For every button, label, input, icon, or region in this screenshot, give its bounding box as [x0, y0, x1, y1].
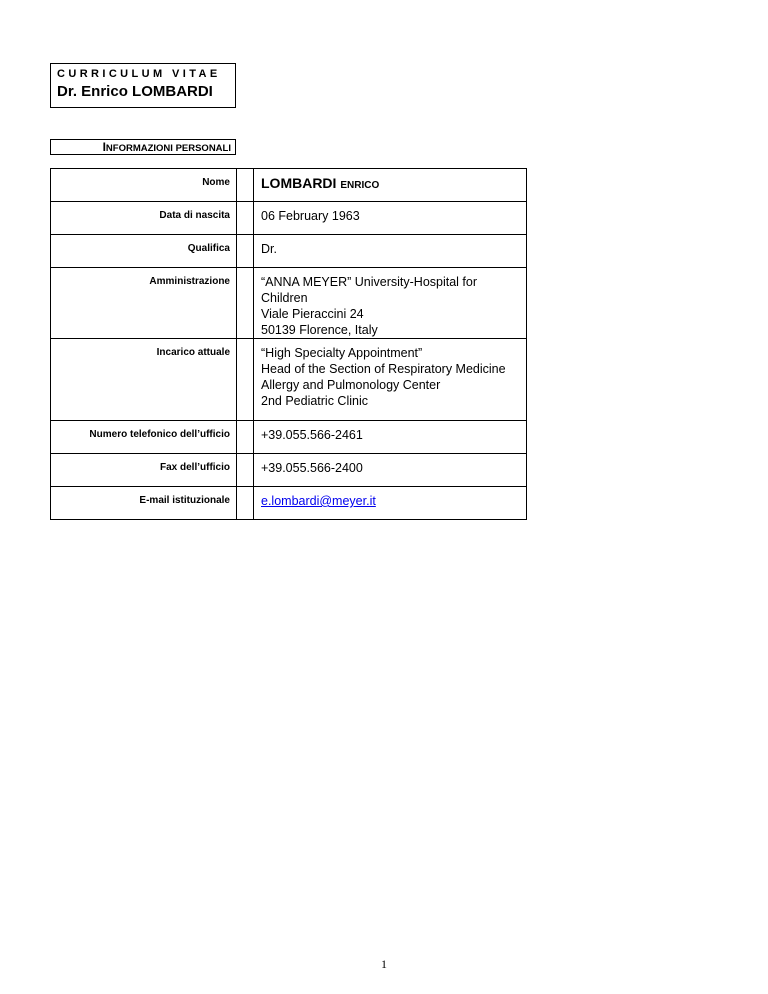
email-link[interactable]: e.lombardi@meyer.it: [261, 494, 376, 508]
surname-text: LOMBARDI: [261, 175, 341, 191]
table-row-amministrazione: [51, 268, 527, 339]
page-number: 1: [381, 957, 387, 971]
row-value-telefono: +39.055.566-2461: [254, 421, 527, 454]
table-row-qualifica: [51, 235, 527, 268]
row-label-data-di-nascita: Data di nascita: [51, 202, 237, 235]
row-spacer: [237, 202, 254, 235]
personal-info-table: [50, 168, 527, 520]
row-value-fax: +39.055.566-2400: [254, 454, 527, 487]
section-heading-initial: I: [102, 140, 106, 154]
position-line: 2nd Pediatric Clinic: [261, 394, 368, 408]
table-row-nome: [51, 169, 527, 202]
row-spacer: [237, 169, 254, 202]
table-row-telefono: [51, 421, 527, 454]
administration-line: Viale Pieraccini 24: [261, 307, 364, 321]
row-value-incarico-attuale: [254, 339, 527, 421]
firstname-text: ENRICO: [340, 180, 380, 191]
position-line: “High Specialty Appointment”: [261, 346, 423, 360]
row-label-incarico-attuale: Incarico attuale: [51, 339, 237, 421]
row-label-fax: Fax dell’ufficio: [51, 454, 237, 487]
row-spacer: [237, 454, 254, 487]
row-label-qualifica: Qualifica: [51, 235, 237, 268]
section-heading-rest: NFORMAZIONI PERSONALI: [105, 143, 231, 154]
row-label-nome: Nome: [51, 169, 237, 202]
row-spacer: [237, 339, 254, 421]
name-surname-value: [261, 175, 379, 191]
row-label-amministrazione: Amministrazione: [51, 268, 237, 339]
administration-line: “ANNA MEYER” University-Hospital for Children: [261, 275, 478, 305]
row-label-email: E-mail istituzionale: [51, 487, 237, 520]
table-row-incarico-attuale: [51, 339, 527, 421]
position-line: Allergy and Pulmonology Center: [261, 378, 441, 392]
row-value-email: [254, 487, 527, 520]
row-value-data-di-nascita: 06 February 1963: [254, 202, 527, 235]
administration-line: 50139 Florence, Italy: [261, 323, 378, 337]
row-spacer: [237, 487, 254, 520]
position-line: Head of the Section of Respiratory Medicine: [261, 362, 506, 376]
cv-title: CURRICULUM VITAE: [57, 68, 221, 80]
table-row-email: [51, 487, 527, 520]
table-row-fax: [51, 454, 527, 487]
row-value-amministrazione: [254, 268, 527, 339]
cv-person-name: [57, 83, 235, 101]
row-spacer: [237, 421, 254, 454]
cv-name-prefix: Dr. Enrico: [57, 83, 133, 100]
cv-header-box: [50, 63, 236, 108]
cv-name-surname: LOMBARDI: [132, 83, 213, 100]
row-value-qualifica: Dr.: [254, 235, 527, 268]
row-spacer: [237, 235, 254, 268]
section-heading-personal-info: [50, 139, 236, 155]
table-row-data-di-nascita: [51, 202, 527, 235]
row-label-telefono: Numero telefonico dell’ufficio: [51, 421, 237, 454]
row-value-nome: [254, 169, 527, 202]
row-spacer: [237, 268, 254, 339]
